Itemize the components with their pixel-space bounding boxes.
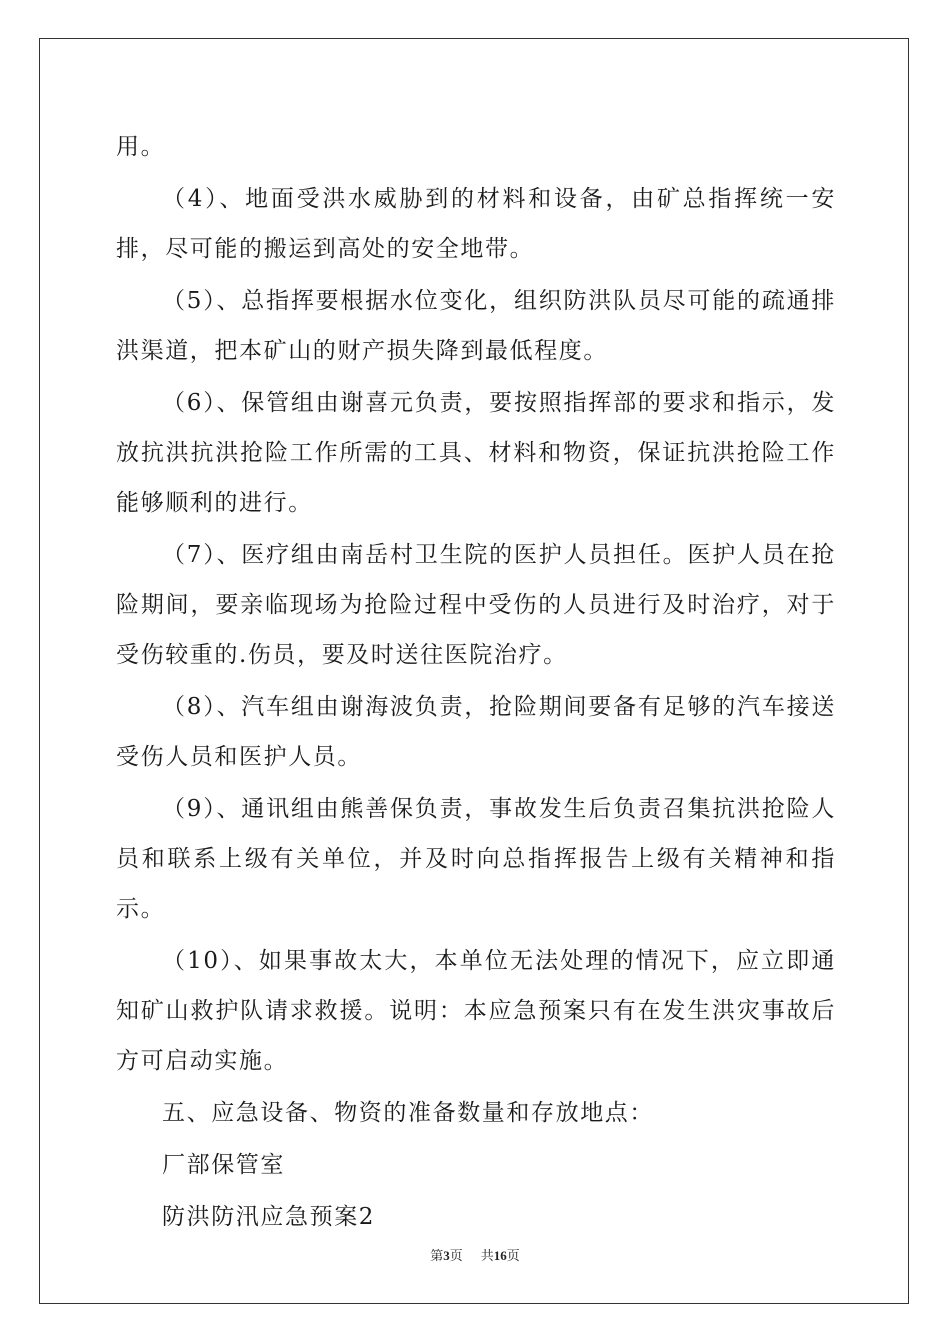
total-pages: 16: [493, 1248, 507, 1263]
section-heading-five: 五、应急设备、物资的准备数量和存放地点：: [162, 1100, 654, 1126]
paragraph-item-10: （10）、如果事故太大，本单位无法处理的情况下，应立即通知矿山救护队请求救援。说明：本应急预案只有在发生洪灾事故后方可启动实施。: [116, 948, 836, 1074]
page-prefix: 第: [430, 1249, 444, 1264]
page-suffix: 页: [449, 1249, 463, 1264]
total-prefix: 共: [480, 1249, 494, 1264]
document-body: [116, 122, 836, 1242]
paragraph-continuation: 用。: [116, 134, 166, 160]
paragraph-item-4: （4）、地面受洪水威胁到的材料和设备，由矿总指挥统一安排，尽可能的搬运到高处的安全地带。: [116, 186, 836, 262]
page-footer: [0, 1245, 950, 1264]
paragraph-item-8: （8）、汽车组由谢海波负责，抢险期间要备有足够的汽车接送受伤人员和医护人员。: [116, 694, 836, 770]
paragraph-item-6: （6）、保管组由谢喜元负责，要按照指挥部的要求和指示，发放抗洪抗洪抢险工作所需的工具、材料和物资，保证抗洪抢险工作能够顺利的进行。: [116, 390, 836, 516]
next-section-title: 防洪防汛应急预案2: [162, 1204, 376, 1230]
storage-location: 厂部保管室: [162, 1152, 285, 1178]
paragraph-item-5: （5）、总指挥要根据水位变化，组织防洪队员尽可能的疏通排洪渠道，把本矿山的财产损失降到最低程度。: [116, 288, 836, 364]
paragraph-item-7: （7）、医疗组由南岳村卫生院的医护人员担任。医护人员在抢险期间，要亲临现场为抢险过程中受伤的人员进行及时治疗，对于受伤较重的.伤员，要及时送往医院治疗。: [116, 542, 836, 668]
total-suffix: 页: [506, 1249, 520, 1264]
page-number: 3: [443, 1248, 450, 1263]
paragraph-item-9: （9）、通讯组由熊善保负责，事故发生后负责召集抗洪抢险人员和联系上级有关单位，并及时向总指挥报告上级有关精神和指示。: [116, 796, 836, 922]
